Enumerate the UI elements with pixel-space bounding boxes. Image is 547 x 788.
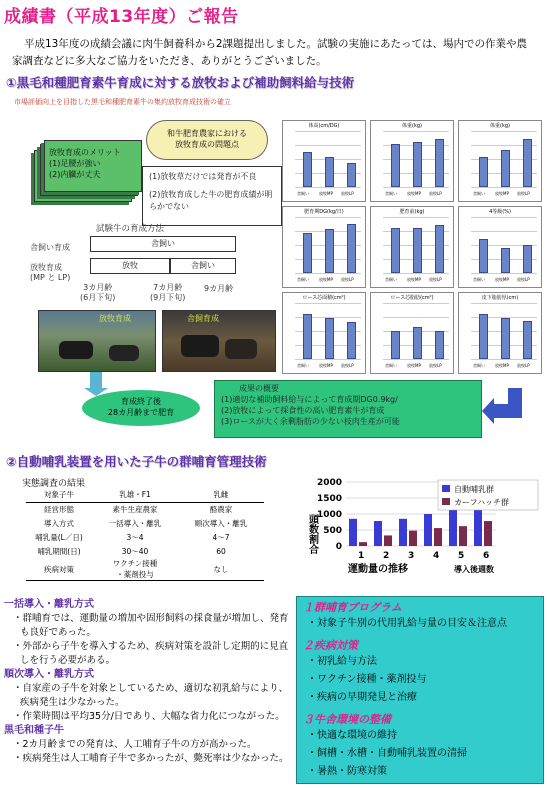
cell: 30～40 — [121, 546, 149, 556]
program-item: ・疾病の早期発見と治療 — [307, 692, 417, 703]
mini-chart-title: 体高(cm/DG) — [308, 123, 340, 129]
bar — [384, 535, 392, 546]
mini-cat-label: 舎飼い — [473, 363, 485, 368]
mini-cat-label: 舎飼い — [297, 191, 309, 196]
program-item: ・暑熱・防寒対策 — [307, 766, 387, 777]
mini-chart-title: 4等級(%) — [489, 209, 511, 215]
end-line-2: 28カ月齢まで肥育 — [107, 408, 175, 417]
left-section-item: ・群哺育では、運動量の増加や固形飼料の採食量が増加し、発育も良好であった。 — [13, 613, 289, 638]
mini-chart — [370, 292, 454, 374]
mini-cat-label: 放牧MP — [495, 191, 509, 196]
section1-heading: ①黒毛和種肥育素牛育成に対する放牧および補助飼料給与技術 — [6, 75, 355, 90]
method-title: 試験牛の育成方法 — [96, 224, 165, 234]
program-item: ・ワクチン接種・薬剤投与 — [307, 674, 427, 685]
bottom-left-text — [4, 598, 289, 766]
mini-bar — [501, 318, 510, 359]
legend-label: 自動哺乳群 — [454, 485, 494, 494]
mini-chart — [370, 120, 454, 202]
bar — [434, 528, 442, 546]
mini-bar — [303, 152, 312, 187]
summary-item-2: (2)放牧によって採食性の高い肥育素牛が育成 — [221, 406, 385, 415]
mini-bar — [479, 157, 488, 187]
cell: 一括導入・離乳 — [108, 518, 162, 528]
left-section-head: 一括導入・離乳方式 — [4, 599, 94, 610]
cell: 哺乳量(L／日) — [35, 532, 83, 542]
mini-chart-grid — [282, 120, 544, 376]
program-item: ・快適な環境の維持 — [307, 730, 397, 741]
summary-title: 成果の概要 — [239, 384, 279, 393]
bar — [359, 542, 367, 546]
bar — [424, 514, 432, 546]
page-title: 成績書（平成13年度）ご報告 — [4, 7, 239, 27]
mini-bar — [501, 150, 510, 187]
mini-cat-label: 舎飼い — [297, 363, 309, 368]
mini-cat-label: 放牧LP — [429, 191, 442, 196]
mini-bar — [391, 331, 400, 359]
mini-cat-label: 放牧LP — [341, 277, 354, 282]
mini-cat-label: 放牧MP — [319, 191, 333, 196]
mini-cat-label: 放牧LP — [341, 191, 354, 196]
left-section-item: ・作業時間は平均35分/日であり、大幅な省力化につながった。 — [13, 711, 285, 722]
legend-label: カーフハッチ群 — [454, 498, 509, 507]
mini-chart-title: 体重(kg) — [402, 123, 422, 129]
photo-label-pasture: 放牧育成 — [99, 314, 131, 323]
method-bar-2a: 放牧 — [90, 258, 170, 274]
mini-cat-label: 放牧MP — [495, 363, 509, 368]
bar — [459, 526, 467, 546]
mini-chart-title: ロース芯脂肪(cm²) — [390, 295, 434, 301]
xtick: 3 — [408, 551, 415, 561]
survey-title: 実態調査の結果 — [22, 479, 86, 489]
merit-item-2: (2)内臓が丈夫 — [49, 170, 101, 179]
summary-item-1: (1)適切な補助飼料給与によって育成期DG0.9kg/ — [221, 395, 398, 404]
mini-bar — [391, 144, 400, 187]
mini-chart — [458, 292, 542, 374]
th-1: 乳雄・F1 — [119, 490, 151, 500]
legend-swatch — [442, 485, 450, 492]
cloud-line-1: 和牛肥育農家における — [167, 129, 247, 138]
mini-cat-label: 舎飼い — [473, 277, 485, 282]
photo-pasture — [38, 310, 156, 372]
cell: 4～7 — [212, 532, 230, 542]
mini-bar — [435, 139, 444, 187]
month-9: 9カ月齢 — [204, 284, 234, 293]
mini-cat-label: 放牧MP — [319, 277, 333, 282]
section1-subtitle: 市場評価向上を目指した黒毛和種肥育素牛の集約放牧育成技術の確立 — [14, 98, 231, 106]
mini-bar — [347, 322, 356, 359]
mini-bar — [435, 331, 444, 359]
month-7: 7カ月齢 (9月下旬) — [150, 283, 186, 302]
activity-bar-chart — [290, 476, 542, 588]
mini-bar — [325, 318, 334, 359]
xtick: 5 — [458, 551, 465, 561]
legend-swatch — [442, 498, 450, 505]
bar — [409, 531, 417, 546]
mini-chart — [458, 120, 542, 202]
mini-cat-label: 放牧LP — [517, 277, 530, 282]
bar — [349, 519, 357, 546]
mini-bar — [479, 239, 488, 273]
cell: 素牛生産農家 — [112, 504, 158, 514]
mini-cat-label: 放牧LP — [341, 363, 354, 368]
mini-chart — [458, 206, 542, 288]
xtick: 2 — [383, 551, 390, 561]
return-arrow-head — [482, 398, 494, 424]
mini-chart — [282, 120, 366, 202]
summary-box — [214, 380, 482, 438]
xtick: 4 — [433, 551, 440, 561]
merit-item-1: (1)足腰が強い — [49, 159, 101, 168]
xtick: 1 — [358, 551, 365, 561]
mini-cat-label: 放牧LP — [429, 277, 442, 282]
cell: 哺乳期間(日) — [37, 546, 81, 556]
cell: 経営形態 — [44, 504, 74, 514]
mini-chart-title: ロース芯面積(cm²) — [302, 295, 346, 301]
ytick: 500 — [323, 526, 342, 536]
program-section-head: ３牛舎環境の整備 — [303, 713, 391, 726]
mini-chart-title: 体重(kg) — [490, 123, 510, 129]
ylabel: 頭数割合 — [306, 514, 318, 554]
left-section-head: 黒毛和種子牛 — [4, 725, 64, 736]
mini-cat-label: 舎飼い — [385, 363, 397, 368]
cell: なし — [213, 564, 229, 574]
survey-table — [26, 488, 264, 581]
mini-bar — [303, 314, 312, 359]
mini-chart-title: 肥育期DG(kg/日) — [304, 209, 344, 215]
ytick: 0 — [335, 542, 342, 552]
mini-chart-title: 肥育前(kg) — [399, 209, 425, 215]
month-3: 3カ月齢 (6月下旬) — [80, 283, 116, 302]
cell: 酪農家 — [209, 504, 233, 514]
mini-bar — [523, 139, 532, 187]
left-section-item: ・2カ月齢までの発育は、人工哺育子牛の方が高かった。 — [13, 739, 257, 750]
mini-bar — [435, 225, 444, 273]
mini-cat-label: 放牧LP — [517, 363, 530, 368]
merit-box — [44, 140, 142, 192]
method-bar-1: 舎飼い — [90, 236, 236, 252]
mini-bar — [501, 248, 510, 273]
photo-barn — [162, 310, 276, 372]
mini-cat-label: 放牧LP — [429, 363, 442, 368]
mini-cat-label: 放牧MP — [407, 191, 421, 196]
mini-cat-label: 放牧MP — [407, 277, 421, 282]
mini-bar — [303, 233, 312, 273]
bar — [484, 521, 492, 546]
program-item: ・飼槽・水槽・自動哺乳装置の清掃 — [307, 748, 467, 759]
section2-heading: ②自動哺乳装置を用いた子牛の群哺育管理技術 — [6, 454, 267, 469]
program-item: ・対象子牛別の代用乳給与量の目安＆注意点 — [307, 618, 507, 629]
problem-1: (1)放牧草だけでは発育が不良 — [149, 172, 257, 181]
bar — [374, 521, 382, 546]
program-section-head: ２疾病対策 — [303, 639, 358, 652]
mini-cat-label: 放牧MP — [495, 277, 509, 282]
program-section-head: １群哺育プログラム — [303, 601, 402, 614]
bar — [449, 506, 457, 546]
mini-chart — [282, 292, 366, 374]
xtick: 6 — [483, 551, 490, 561]
return-arrow-horiz — [490, 404, 522, 418]
summary-item-3: (3)ロースが大く余剰脂肪の少ない枝肉生産が可能 — [221, 417, 400, 426]
mini-chart — [370, 206, 454, 288]
th-0: 対象子牛 — [44, 490, 74, 500]
cell: 3～4 — [126, 532, 144, 542]
merit-title: 放牧育成のメリット — [49, 148, 121, 157]
cloud-line-2: 放牧育成の問題点 — [175, 140, 239, 149]
mini-cat-label: 舎飼い — [385, 191, 397, 196]
mini-bar — [413, 327, 422, 359]
mini-bar — [325, 157, 334, 187]
method-label-1: 舎飼い育成 — [30, 243, 70, 252]
cell: 導入方式 — [44, 518, 74, 528]
problem-cloud — [146, 120, 268, 160]
mini-bar — [347, 163, 356, 187]
mini-bar — [479, 314, 488, 359]
left-section-head: 順次導入・離乳方式 — [4, 669, 94, 680]
xlabel: 導入後週数 — [454, 565, 494, 574]
photo-label-barn: 舎飼育成 — [187, 314, 219, 323]
method-bar-2b: 舎飼い — [170, 258, 236, 274]
intro-text: 平成13年度の成績会議に肉牛飼養科から2課題提出しました。試験の実施にあたっては、場内での作業や農家調査などに多大なご協力をいただき、ありがとうございました。 — [12, 38, 528, 67]
mini-cat-label: 放牧MP — [407, 363, 421, 368]
bar — [399, 519, 407, 546]
mini-bar — [391, 228, 400, 273]
mini-cat-label: 舎飼い — [385, 277, 397, 282]
ytick: 1500 — [316, 494, 342, 504]
cell: 疾病対策 — [44, 564, 74, 574]
cell: 60 — [216, 546, 226, 556]
end-line-1: 育成終了後 — [121, 397, 161, 406]
left-section-item: ・疾病発生は人工哺育子牛で多かったが、斃死率は少なかった。 — [13, 753, 289, 764]
method-label-2: 放牧育成 (MP と LP) — [30, 263, 71, 282]
left-section-item: ・外部から子牛を導入するため、疾病対策を設計し定期的に見直しを行う必要がある。 — [13, 641, 289, 666]
ytick: 1000 — [316, 510, 342, 520]
mini-cat-label: 舎飼い — [297, 277, 309, 282]
end-bubble — [82, 390, 200, 426]
mini-chart-title: 皮下脂肪厚(cm) — [481, 295, 519, 301]
problems-box — [142, 166, 282, 226]
ytick: 2000 — [316, 478, 342, 488]
mini-bar — [325, 229, 334, 273]
mini-cat-label: 舎飼い — [473, 191, 485, 196]
cell: ワクチン接種 ・薬剤投与 — [112, 559, 158, 579]
program-box — [296, 596, 544, 784]
mini-bar — [347, 224, 356, 273]
mini-bar — [523, 245, 532, 273]
legend — [438, 480, 538, 510]
mini-cat-label: 放牧MP — [319, 363, 333, 368]
mini-bar — [413, 142, 422, 187]
mini-bar — [413, 228, 422, 273]
mini-cat-label: 放牧LP — [517, 191, 530, 196]
xlabel-left: 運動量の推移 — [348, 564, 408, 575]
cell: 順次導入・離乳 — [194, 518, 248, 528]
mini-bar — [523, 321, 532, 359]
th-2: 乳雌 — [213, 490, 229, 500]
mini-chart — [282, 206, 366, 288]
program-item: ・初乳給与方法 — [307, 656, 377, 667]
problem-2: (2)放牧育成した牛の肥育成績が明らかでない — [149, 190, 273, 211]
left-section-item: ・自家産の子牛を対象としているため、適切な初乳給与により、疾病発生は少なかった。 — [13, 683, 289, 708]
